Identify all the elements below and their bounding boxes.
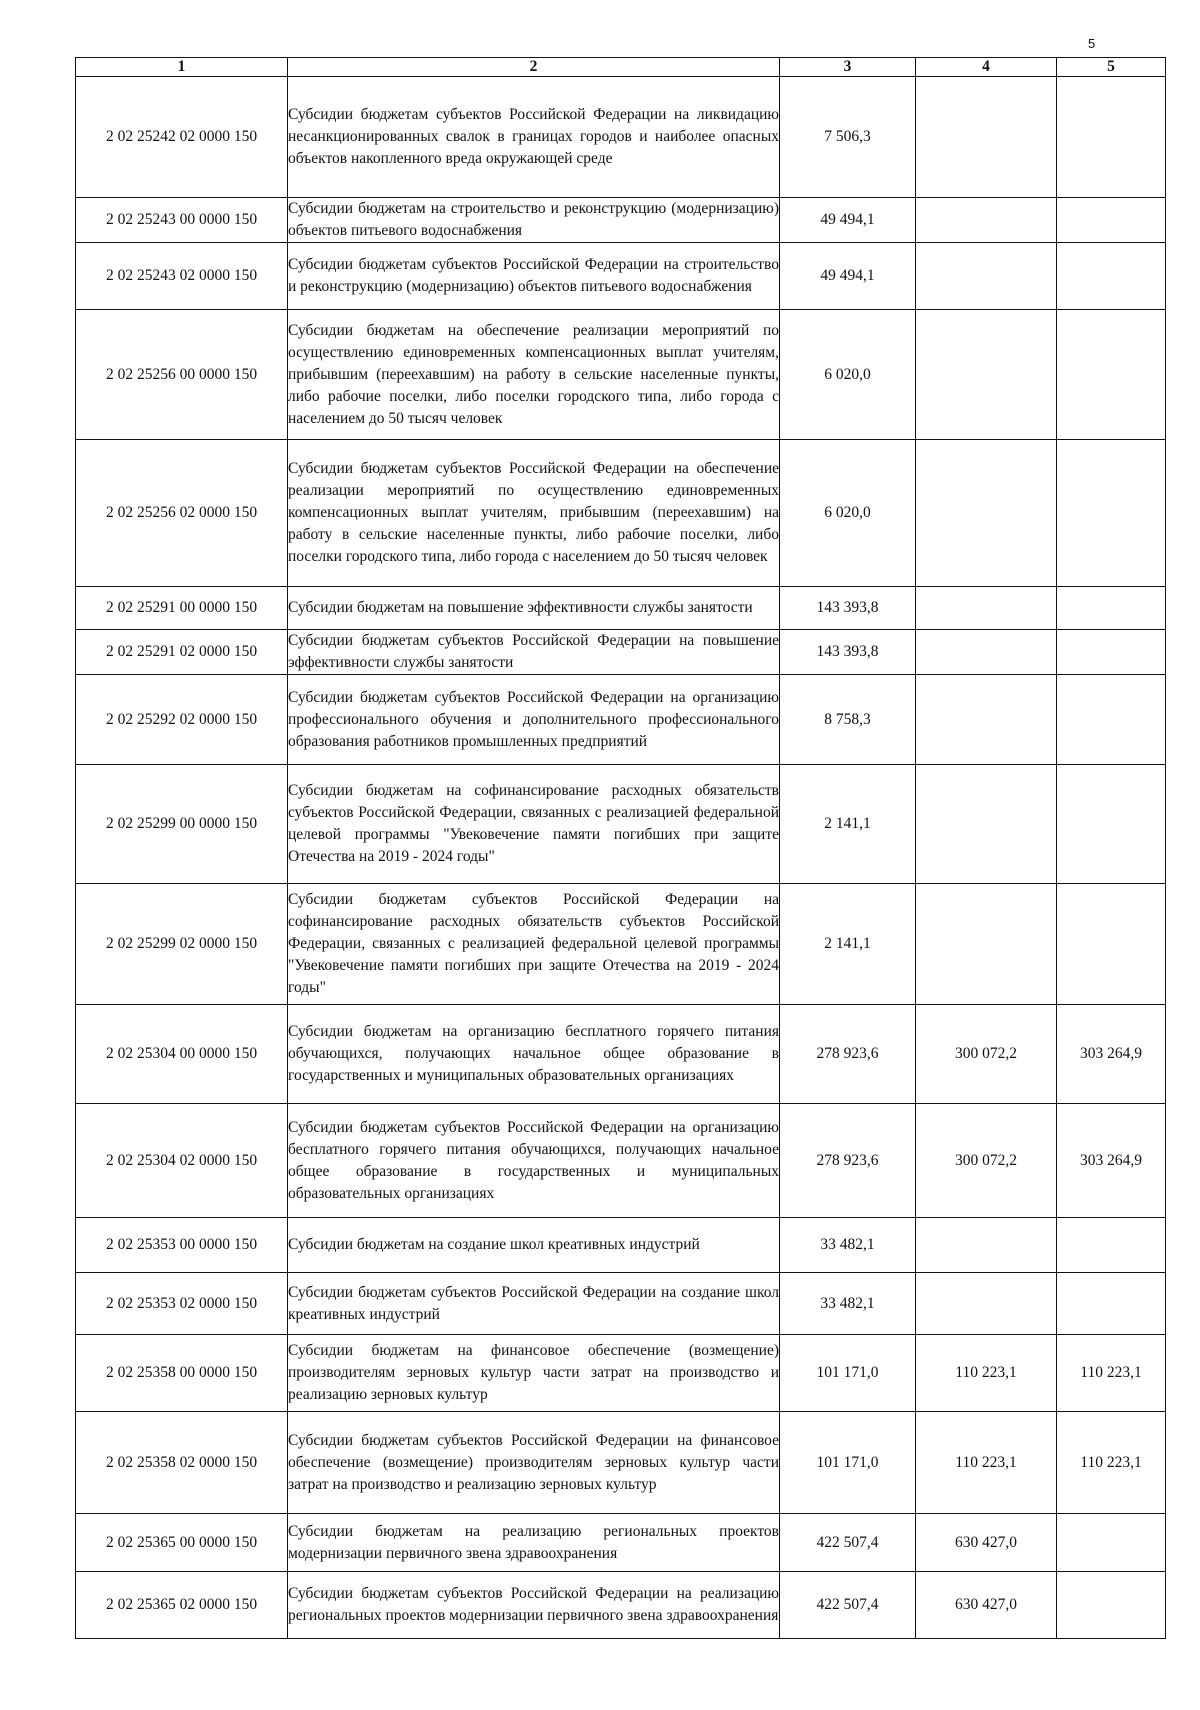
row-value-col4 <box>916 765 1057 884</box>
row-value-col3: 33 482,1 <box>780 1273 916 1335</box>
row-value-col5 <box>1057 1514 1166 1572</box>
row-value-col4 <box>916 1218 1057 1273</box>
page-number: 5 <box>1088 36 1096 51</box>
row-value-col4: 630 427,0 <box>916 1514 1057 1572</box>
table-row <box>76 1335 1166 1412</box>
row-value-col4 <box>916 77 1057 198</box>
table-row <box>76 1514 1166 1572</box>
row-description: Субсидии бюджетам субъектов Российской Федерации на организацию профессионального обучения и дополнительного профессионального образования работников промышленных предприятий <box>288 675 780 765</box>
row-description: Субсидии бюджетам субъектов Российской Федерации на обеспечение реализации мероприятий по осуществлению единовременных компенсационных выплат учителям, прибывшим (переехавшим) на работу в сельские населенные пункты, либо рабочие поселки, либо поселки городского типа, либо города с населением до 50 тысяч человек <box>288 440 780 587</box>
row-description: Субсидии бюджетам субъектов Российской Федерации на софинансирование расходных обязательств субъектов Российской Федерации, связанных с реализацией федеральной целевой программы "Увековечение памяти погибших при защите Отечества на 2019 - 2024 годы" <box>288 884 780 1005</box>
table-row <box>76 1412 1166 1514</box>
row-code: 2 02 25256 02 0000 150 <box>76 440 288 587</box>
row-value-col5 <box>1057 243 1166 310</box>
row-value-col5 <box>1057 630 1166 675</box>
table-row <box>76 587 1166 630</box>
table-row <box>76 630 1166 675</box>
row-description: Субсидии бюджетам на финансовое обеспечение (возмещение) производителям зерновых культур части затрат на производство и реализацию зерновых культур <box>288 1335 780 1412</box>
row-value-col4 <box>916 198 1057 243</box>
row-value-col4: 110 223,1 <box>916 1335 1057 1412</box>
row-value-col5 <box>1057 1218 1166 1273</box>
row-value-col5 <box>1057 587 1166 630</box>
row-value-col5: 110 223,1 <box>1057 1412 1166 1514</box>
row-value-col3: 6 020,0 <box>780 440 916 587</box>
row-value-col4 <box>916 630 1057 675</box>
row-description: Субсидии бюджетам на организацию бесплатного горячего питания обучающихся, получающих начальное общее образование в государственных и муниципальных образовательных организациях <box>288 1005 780 1104</box>
row-value-col4 <box>916 440 1057 587</box>
row-value-col3: 278 923,6 <box>780 1104 916 1218</box>
table-row <box>76 440 1166 587</box>
row-code: 2 02 25353 02 0000 150 <box>76 1273 288 1335</box>
row-value-col3: 33 482,1 <box>780 1218 916 1273</box>
row-value-col4: 110 223,1 <box>916 1412 1057 1514</box>
row-code: 2 02 25365 02 0000 150 <box>76 1572 288 1639</box>
row-value-col3: 8 758,3 <box>780 675 916 765</box>
row-value-col5: 303 264,9 <box>1057 1104 1166 1218</box>
row-code: 2 02 25256 00 0000 150 <box>76 310 288 440</box>
row-description: Субсидии бюджетам на строительство и реконструкцию (модернизацию) объектов питьевого водоснабжения <box>288 198 780 243</box>
row-value-col5: 303 264,9 <box>1057 1005 1166 1104</box>
row-code: 2 02 25358 00 0000 150 <box>76 1335 288 1412</box>
row-value-col5 <box>1057 310 1166 440</box>
row-code: 2 02 25358 02 0000 150 <box>76 1412 288 1514</box>
row-value-col5 <box>1057 1273 1166 1335</box>
row-value-col3: 422 507,4 <box>780 1572 916 1639</box>
row-value-col4: 300 072,2 <box>916 1005 1057 1104</box>
row-description: Субсидии бюджетам на создание школ креативных индустрий <box>288 1218 780 1273</box>
row-code: 2 02 25365 00 0000 150 <box>76 1514 288 1572</box>
row-value-col5 <box>1057 675 1166 765</box>
table-row <box>76 1218 1166 1273</box>
row-code: 2 02 25291 02 0000 150 <box>76 630 288 675</box>
table-row <box>76 310 1166 440</box>
row-code: 2 02 25292 02 0000 150 <box>76 675 288 765</box>
row-description: Субсидии бюджетам субъектов Российской Федерации на создание школ креативных индустрий <box>288 1273 780 1335</box>
table-row <box>76 675 1166 765</box>
row-value-col3: 143 393,8 <box>780 630 916 675</box>
row-value-col3: 2 141,1 <box>780 765 916 884</box>
row-value-col5 <box>1057 440 1166 587</box>
row-value-col5 <box>1057 765 1166 884</box>
header-col-5: 5 <box>1057 58 1166 77</box>
row-value-col3: 101 171,0 <box>780 1335 916 1412</box>
row-description: Субсидии бюджетам субъектов Российской Федерации на ликвидацию несанкционированных свалок в границах городов и наиболее опасных объектов накопленного вреда окружающей среде <box>288 77 780 198</box>
table-row <box>76 1104 1166 1218</box>
table-row <box>76 198 1166 243</box>
row-code: 2 02 25353 00 0000 150 <box>76 1218 288 1273</box>
header-col-1: 1 <box>76 58 288 77</box>
row-value-col3: 422 507,4 <box>780 1514 916 1572</box>
row-code: 2 02 25291 00 0000 150 <box>76 587 288 630</box>
row-code: 2 02 25243 02 0000 150 <box>76 243 288 310</box>
row-value-col4 <box>916 587 1057 630</box>
budget-table <box>75 57 1166 1639</box>
row-value-col3: 7 506,3 <box>780 77 916 198</box>
table-row <box>76 1572 1166 1639</box>
table-row <box>76 77 1166 198</box>
row-value-col5 <box>1057 77 1166 198</box>
row-value-col3: 143 393,8 <box>780 587 916 630</box>
row-code: 2 02 25304 00 0000 150 <box>76 1005 288 1104</box>
row-value-col3: 2 141,1 <box>780 884 916 1005</box>
row-value-col5 <box>1057 1572 1166 1639</box>
header-row <box>76 58 1166 77</box>
row-code: 2 02 25243 00 0000 150 <box>76 198 288 243</box>
row-value-col5: 110 223,1 <box>1057 1335 1166 1412</box>
table-row <box>76 1005 1166 1104</box>
row-code: 2 02 25299 00 0000 150 <box>76 765 288 884</box>
header-col-4: 4 <box>916 58 1057 77</box>
row-value-col3: 101 171,0 <box>780 1412 916 1514</box>
table-row <box>76 884 1166 1005</box>
row-value-col3: 49 494,1 <box>780 243 916 310</box>
row-description: Субсидии бюджетам на софинансирование расходных обязательств субъектов Российской Федерации, связанных с реализацией федеральной целевой программы "Увековечение памяти погибших при защите Отечества на 2019 - 2024 годы" <box>288 765 780 884</box>
row-value-col3: 49 494,1 <box>780 198 916 243</box>
row-value-col3: 278 923,6 <box>780 1005 916 1104</box>
row-code: 2 02 25304 02 0000 150 <box>76 1104 288 1218</box>
row-value-col4: 300 072,2 <box>916 1104 1057 1218</box>
table-row <box>76 243 1166 310</box>
row-value-col5 <box>1057 198 1166 243</box>
row-value-col4: 630 427,0 <box>916 1572 1057 1639</box>
row-value-col4 <box>916 1273 1057 1335</box>
row-code: 2 02 25242 02 0000 150 <box>76 77 288 198</box>
row-description: Субсидии бюджетам субъектов Российской Федерации на финансовое обеспечение (возмещение) производителям зерновых культур части затрат на производство и реализацию зерновых культур <box>288 1412 780 1514</box>
row-description: Субсидии бюджетам субъектов Российской Федерации на строительство и реконструкцию (модернизацию) объектов питьевого водоснабжения <box>288 243 780 310</box>
row-value-col4 <box>916 243 1057 310</box>
row-value-col4 <box>916 884 1057 1005</box>
row-value-col4 <box>916 310 1057 440</box>
header-col-3: 3 <box>780 58 916 77</box>
row-description: Субсидии бюджетам субъектов Российской Федерации на повышение эффективности службы занятости <box>288 630 780 675</box>
row-value-col5 <box>1057 884 1166 1005</box>
table-row <box>76 765 1166 884</box>
row-description: Субсидии бюджетам на повышение эффективности службы занятости <box>288 587 780 630</box>
header-col-2: 2 <box>288 58 780 77</box>
row-description: Субсидии бюджетам на обеспечение реализации мероприятий по осуществлению единовременных компенсационных выплат учителям, прибывшим (переехавшим) на работу в сельские населенные пункты, либо рабочие поселки, либо поселки городского типа, либо города с населением до 50 тысяч человек <box>288 310 780 440</box>
row-description: Субсидии бюджетам субъектов Российской Федерации на организацию бесплатного горячего питания обучающихся, получающих начальное общее образование в государственных и муниципальных образовательных организациях <box>288 1104 780 1218</box>
table-row <box>76 1273 1166 1335</box>
row-value-col4 <box>916 675 1057 765</box>
row-description: Субсидии бюджетам на реализацию региональных проектов модернизации первичного звена здравоохранения <box>288 1514 780 1572</box>
row-description: Субсидии бюджетам субъектов Российской Федерации на реализацию региональных проектов модернизации первичного звена здравоохранения <box>288 1572 780 1639</box>
row-value-col3: 6 020,0 <box>780 310 916 440</box>
row-code: 2 02 25299 02 0000 150 <box>76 884 288 1005</box>
